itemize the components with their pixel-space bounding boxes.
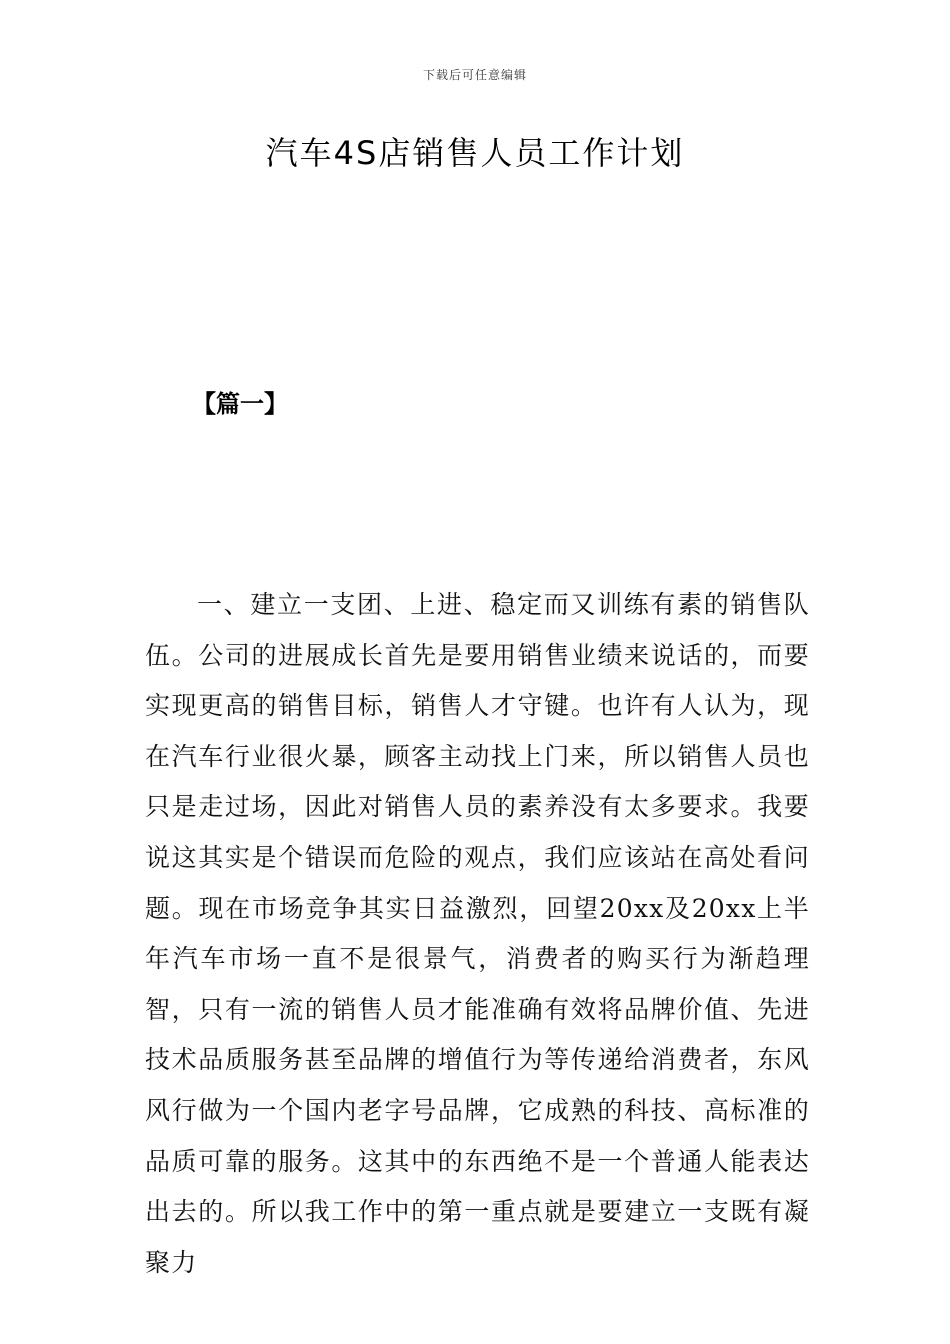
header-note: 下载后可任意编辑 [422,68,527,82]
body-paragraph: 一、建立一支团、上进、稳定而又训练有素的销售队伍。公司的进展成长首先是要用销售业绩来说话的，而要实现更高的销售目标，销售人才守键。也许有人认为，现在汽车行业很火暴，顾客主动找上门来，所以销售人员也只是走过场，因此对销售人员的素养没有太多要求。我要说这其实是个错误而危险的观点，我们应该站在高处看问题。现在市场竞争其实日益激烈，回望20xx及20xx上半年汽车市场一直不是很景气，消费者的购买行为渐趋理智，只有一流的销售人员才能准确有效将品牌价值、先进技术品质服务甚至品牌的增值行为等传递给消费者，东风风行做为一个国内老字号品牌，它成熟的科技、高标准的品质可靠的服务。这其中的东西绝不是一个普通人能表达出去的。所以我工作中的第一重点就是要建立一支既有凝聚力 [145,590,810,1277]
document-title: 汽车4S店销售人员工作计划 [265,134,685,172]
section-label: 【篇一】 [192,390,288,418]
